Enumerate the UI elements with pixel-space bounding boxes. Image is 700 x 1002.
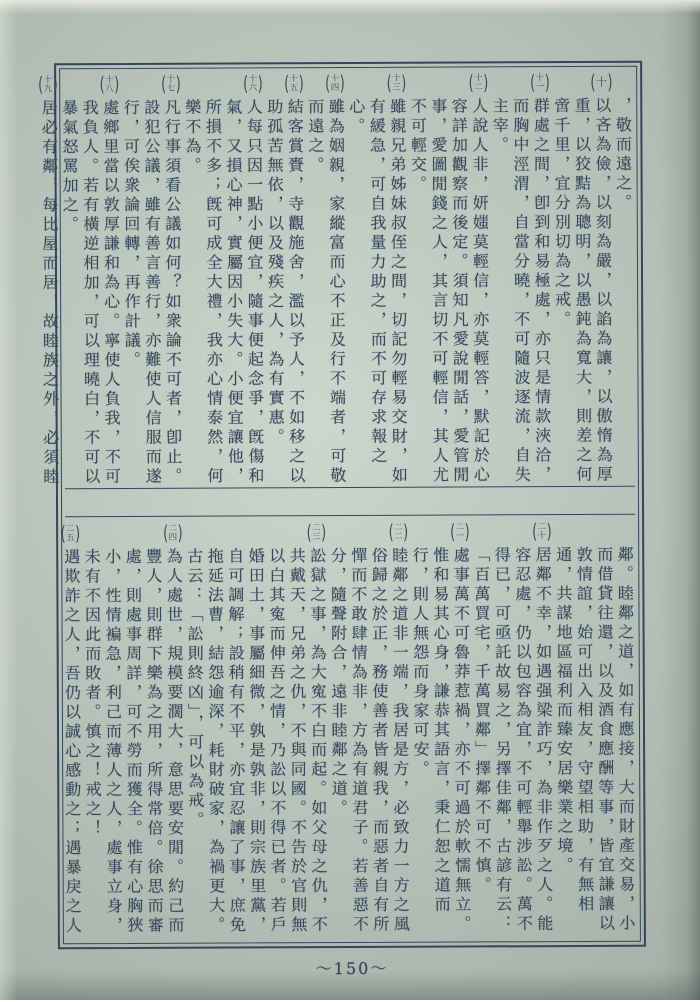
section-number-label: ( 十 七 ) xyxy=(161,73,181,97)
label-open-paren: ( xyxy=(386,72,392,96)
section xyxy=(183,521,329,938)
label-close-paren: ) xyxy=(483,71,489,96)
lower-text-block xyxy=(60,514,637,937)
label-open-paren: ( xyxy=(284,72,290,96)
label-open-paren: ( xyxy=(38,73,44,97)
label-close-paren: ) xyxy=(339,72,345,96)
section-number-label: ( 十 一 ) xyxy=(530,71,550,95)
label-open-paren: ( xyxy=(388,521,394,545)
label-close-paren: ) xyxy=(177,522,183,546)
section-text: ，敬而遠之。 xyxy=(613,96,633,214)
label-close-paren: ) xyxy=(298,72,304,96)
section-number-label: ( 十 四 ) xyxy=(325,72,345,96)
frame-inner-area xyxy=(38,69,637,941)
lower-columns xyxy=(60,520,636,938)
section xyxy=(345,72,409,488)
section-number-label: ( 十 三 ) xyxy=(386,72,407,96)
section xyxy=(58,73,122,489)
label-close-paren: ) xyxy=(52,73,58,97)
label-close-paren: ) xyxy=(403,521,409,545)
section-text: 訟獄之事，為大寃不白而起。如父母之仇，不共戴天，兄弟之仇，不與同國。不告於官則無以白其寃而伸吾之情，乃訟以不得已者。若戶婚田土，事屬細微，孰是孰非，則宗族里黨，自可調解；設稍有不平，亦宜忍讓了事，庶免拖延法曹，結怨逾深，耗財破家，為禍更大。古云：「訟則終凶」，可以為戒。 xyxy=(184,547,329,936)
section-text: 為人處世，規模要濶大，意思要安閒。約己而豐人，則群下樂為之用，所得常倍。徐思而審處，則處事周詳，可不勞而獲全。惟有心胸狹小，性情褊急，利己而薄人之人，處事立身，未有不因此而敗者。慎之！戒之！ xyxy=(82,547,185,937)
page-number: ～150～ xyxy=(315,958,389,979)
section-text: 雖為姻親，家縱富而心不正及行不端者，可敬而遠之。 xyxy=(305,98,347,487)
section xyxy=(120,73,183,489)
section-text: 人每只因一點小便宜，隨事便起念爭，旣傷和氣，又損心神，實屬因小失大。小便宜讓他，所損不多；旣可成全大禮，我亦心情泰然，何樂不為。 xyxy=(182,98,265,487)
section-number-label: ( 十 二 ) xyxy=(468,71,489,96)
label-close-paren: ) xyxy=(75,522,81,546)
section-text: 遇欺詐之人，吾仍以誠心感動之；遇暴戾之人 xyxy=(61,548,83,937)
section xyxy=(550,71,614,487)
upper-text-block xyxy=(38,69,635,489)
label-close-paren: ) xyxy=(607,71,613,95)
section xyxy=(489,71,552,487)
section xyxy=(304,72,347,488)
section-number-label: ( 十 ) xyxy=(590,71,613,95)
section xyxy=(263,72,306,488)
label-close-paren: ) xyxy=(401,72,407,96)
section-number-label: ( 十 八 ) xyxy=(99,73,120,97)
section-number-label: ( 二 一 ) xyxy=(449,520,470,545)
label-open-paren: ( xyxy=(590,71,596,95)
label-open-paren: ( xyxy=(449,520,456,545)
section xyxy=(407,71,491,487)
section-text: 處鄉里當以敦厚謙和為心。寧使人負我，不可我負人。若有橫逆相加，可以理曉白，不可以暴氣怒罵加之。 xyxy=(59,99,122,488)
label-open-paren: ( xyxy=(325,72,331,96)
section-number-label: ( 二 五 ) xyxy=(60,522,81,546)
section-text: 處事萬不可魯莽惹禍，亦不可過於軟懦無立。惟和易其心身，謙恭其語言，秉仁恕之道而行，則人無怨而身家可安。 xyxy=(410,546,472,935)
label-open-paren: ( xyxy=(99,73,105,97)
section-text: 人說人非，妍媸莫輕信，亦莫輕答，默記於心容詳加觀察而後定。須知凡愛說閒話，愛管閒事，愛圖閒錢之人，其言切不可輕信，其人尤不可輕交。 xyxy=(408,97,491,486)
section xyxy=(409,520,472,936)
section-text: 凡行事須看公議如何？如衆論不可者，卽止。設犯公議，雖有善言善行，亦難使人信服而遂行，可俟衆論回轉，再作計議。 xyxy=(121,98,183,487)
section-number-label: ( 十 九 ) xyxy=(38,73,58,97)
section-number-label: ( 二 三 ) xyxy=(306,521,327,545)
section xyxy=(552,546,636,936)
upper-columns xyxy=(38,71,634,489)
label-close-paren: ) xyxy=(544,71,550,95)
label-open-paren: ( xyxy=(60,522,66,546)
section-number-label: ( 二 十 ) xyxy=(531,520,552,544)
label-open-paren: ( xyxy=(161,73,167,97)
section-number-label: ( 十 六 ) xyxy=(243,72,263,97)
section xyxy=(81,522,185,938)
section xyxy=(470,520,554,936)
section-number-label: ( 十 五 ) xyxy=(284,72,304,96)
label-open-paren: ( xyxy=(468,71,474,96)
text-frame xyxy=(38,61,646,950)
label-close-paren: ) xyxy=(464,520,470,545)
section-text: 群處之間，卽到和易極處，亦只是情款浹洽，而胸中涇渭，自當分曉，不可隨波逐流，自失主宰。 xyxy=(490,97,552,486)
label-open-paren: ( xyxy=(163,522,169,546)
section xyxy=(612,97,634,487)
label-open-paren: ( xyxy=(243,72,249,97)
label-open-paren: ( xyxy=(306,521,312,545)
section xyxy=(38,73,60,489)
section-text: 居鄰不幸，如遇强梁詐巧，為非作歹之人。能容忍處，仍以包容為宜，不可輕舉涉訟。萬不得已，可亟託故易之，另擇佳鄰，古諺有云：「百萬買宅，千萬買鄰」擇鄰不可不慎。 xyxy=(471,546,554,935)
section-text: 以吝為儉，以刻為嚴，以諂為讓，以傲惰為厚重，以狡黠為聰明，以愚鈍為寬大，則差之何啻千里，宜分別切為之戒。 xyxy=(551,96,614,486)
label-close-paren: ) xyxy=(114,73,120,97)
section-text: 雖親兄弟姊妹叔侄之間，切記勿輕易交財，如有緩急，可自我量力助之，而不可存求報之心。 xyxy=(346,97,409,486)
section-text: 鄰。睦鄰之道，如有應接，大而財產交易，小而借貸往還，以及酒食應酬等事，皆宜謙讓以敦情誼，始可出入相友，守望相助，有無相通，共謀地區福利而臻安居樂業之境。 xyxy=(553,545,636,934)
section xyxy=(181,72,265,488)
section-text: 結客賞賚，寺觀施舍，濫以予人，不如移之以助孤苦無依，以及殘疾之人，為有實惠。 xyxy=(264,98,306,487)
section xyxy=(327,521,411,937)
section-number-label: ( 二 四 ) xyxy=(163,522,183,546)
section-text: 睦鄰之道非一端，我居是方，必致力一方之風俗歸之於正，務使善者皆親我，而惡者自有所憚而不敢肆情為非，方為有道君子。若善惡不分，隨聲附合，遠非睦鄰之道。 xyxy=(328,546,411,936)
section-text: 居必有鄰，每比屋而居，故睦族之外，必須睦 xyxy=(39,99,60,488)
label-open-paren: ( xyxy=(531,520,538,544)
label-close-paren: ) xyxy=(321,521,327,545)
label-close-paren: ) xyxy=(175,73,181,97)
section xyxy=(60,522,83,938)
label-open-paren: ( xyxy=(530,71,536,95)
label-close-paren: ) xyxy=(546,520,552,544)
label-close-paren: ) xyxy=(257,72,263,97)
section-number-label: ( 二 二 ) xyxy=(388,521,409,545)
